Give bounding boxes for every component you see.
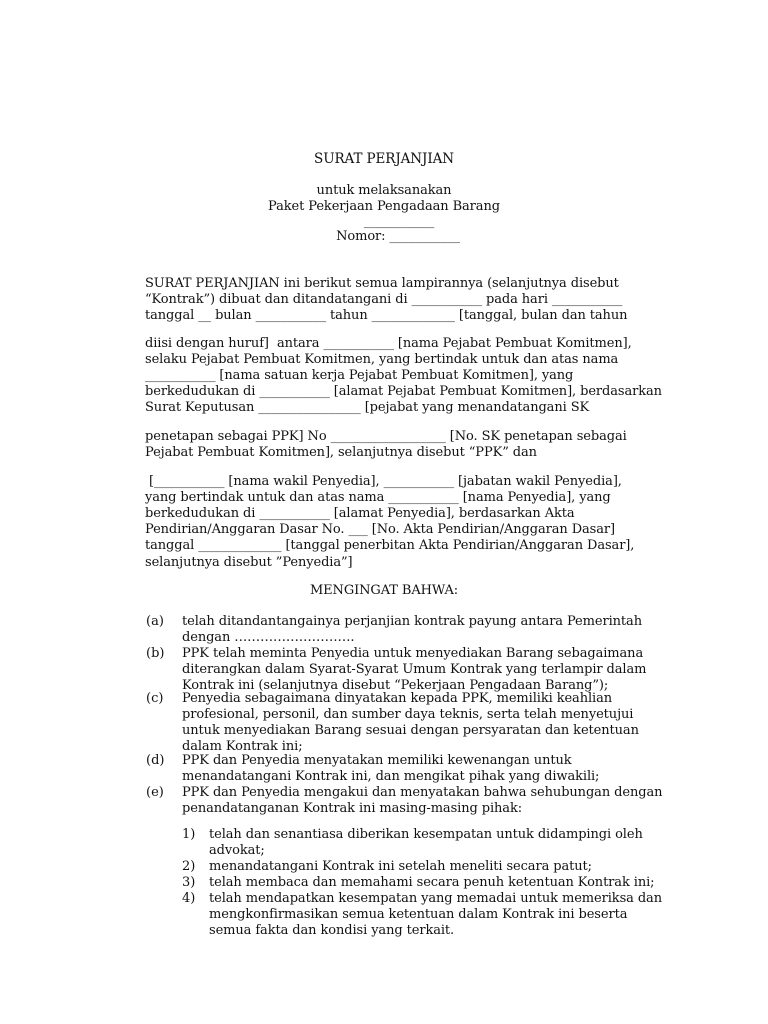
clause-line: diterangkan dalam Syarat-Syarat Umum Kontrak yang terlampir dalam [182,662,647,678]
subclause-marker: 3) [182,875,196,890]
penyedia-party-line: [___________ [nama wakil Penyedia], ___________ [jabatan wakil Penyedia], [145,474,622,489]
penyedia-party-line: yang bertindak untuk dan atas nama ___________ [nama Penyedia], yang [145,490,611,506]
ppk-party-line: penetapan sebagai PPK] No __________________ [No. SK penetapan sebagai [145,429,627,444]
clause-line: PPK telah meminta Penyedia untuk menyediakan Barang sebagaimana [182,646,644,661]
penyedia-party-line: berkedudukan di ___________ [alamat Penyedia], berdasarkan Akta [145,506,575,522]
document-title: SURAT PERJANJIAN [314,151,454,167]
ppk-party-line: berkedudukan di ___________ [alamat Pejabat Pembuat Komitmen], berdasarkan [145,384,662,400]
ppk-party-line: Surat Keputusan ________________ [pejabat yang menandatangani SK [145,400,590,416]
penyedia-party-line: tanggal _____________ [tanggal penerbitan Akta Pendirian/Anggaran Dasar], [145,538,635,554]
clause-line: telah ditandantangainya perjanjian kontrak payung antara Pemerintah [182,614,642,629]
clause-line: PPK dan Penyedia menyatakan memiliki kewenangan untuk [182,753,572,768]
clause-line: Penyedia sebagaimana dinyatakan kepada PPK, memiliki keahlian [182,691,613,706]
subtitle-line-1: untuk melaksanakan [316,183,452,198]
clause-marker: (d) [146,753,165,768]
subclause-line: telah mendapatkan kesempatan yang memadai untuk memeriksa dan [209,891,662,906]
penyedia-party-line: selanjutnya disebut ”Penyedia”] [145,554,353,570]
clause-line: Kontrak ini (selanjutnya disebut “Pekerjaan Pengadaan Barang”); [182,678,609,694]
nomor-line: Nomor: ___________ [336,229,460,244]
subclause-marker: 2) [182,859,196,874]
clause-marker: (c) [146,691,164,706]
subtitle-line-2: Paket Pekerjaan Pengadaan Barang [268,199,500,214]
penyedia-party-line: Pendirian/Anggaran Dasar No. ___ [No. Akta Pendirian/Anggaran Dasar] [145,522,615,538]
subtitle-blank: ___________ [363,214,435,229]
ppk-party-line: diisi dengan huruf] antara ___________ [nama Pejabat Pembuat Komitmen], [145,336,632,351]
mengingat-heading: MENGINGAT BAHWA: [309,583,459,598]
opening-line: tanggal __ bulan ___________ tahun _____________ [tanggal, bulan dan tahun [145,308,628,324]
subclause-marker: 1) [182,827,196,842]
opening-line: SURAT PERJANJIAN ini berikut semua lampirannya (selanjutnya disebut [145,276,619,291]
ppk-party-line: selaku Pejabat Pembuat Komitmen, yang bertindak untuk dan atas nama [145,352,619,368]
opening-line: “Kontrak”) dibuat dan ditandatangani di ___________ pada hari ___________ [145,292,623,308]
ppk-party-line: Pejabat Pembuat Komitmen], selanjutnya disebut “PPK” dan [145,445,537,461]
clause-line: profesional, personil, dan sumber daya teknis, serta telah menyetujui [182,707,634,723]
clause-line: untuk menyediakan Barang sesuai dengan persyaratan dan ketentuan [182,723,639,739]
subclause-line: telah dan senantiasa diberikan kesempatan untuk didampingi oleh [209,827,643,842]
ppk-party-line: ___________ [nama satuan kerja Pejabat Pembuat Komitmen], yang [145,368,574,384]
clause-marker: (e) [146,785,164,800]
subclause-line: telah membaca dan memahami secara penuh ketentuan Kontrak ini; [209,875,655,890]
clause-line: menandatangani Kontrak ini, dan mengikat pihak yang diwakili; [182,769,600,785]
subclause-marker: 4) [182,891,196,906]
subclause-line: semua fakta dan kondisi yang terkait. [209,923,455,939]
subclause-line: menandatangani Kontrak ini setelah meneliti secara patut; [209,859,592,874]
subclause-line: mengkonfirmasikan semua ketentuan dalam Kontrak ini beserta [209,907,628,923]
clause-line: dengan ………………………. [182,630,355,646]
clause-line: PPK dan Penyedia mengakui dan menyatakan bahwa sehubungan dengan [182,785,663,800]
clause-marker: (b) [146,646,165,661]
clause-line: penandatanganan Kontrak ini masing-masing pihak: [182,801,522,817]
subclause-line: advokat; [209,843,265,859]
clause-line: dalam Kontrak ini; [182,739,303,755]
clause-marker: (a) [146,614,164,629]
